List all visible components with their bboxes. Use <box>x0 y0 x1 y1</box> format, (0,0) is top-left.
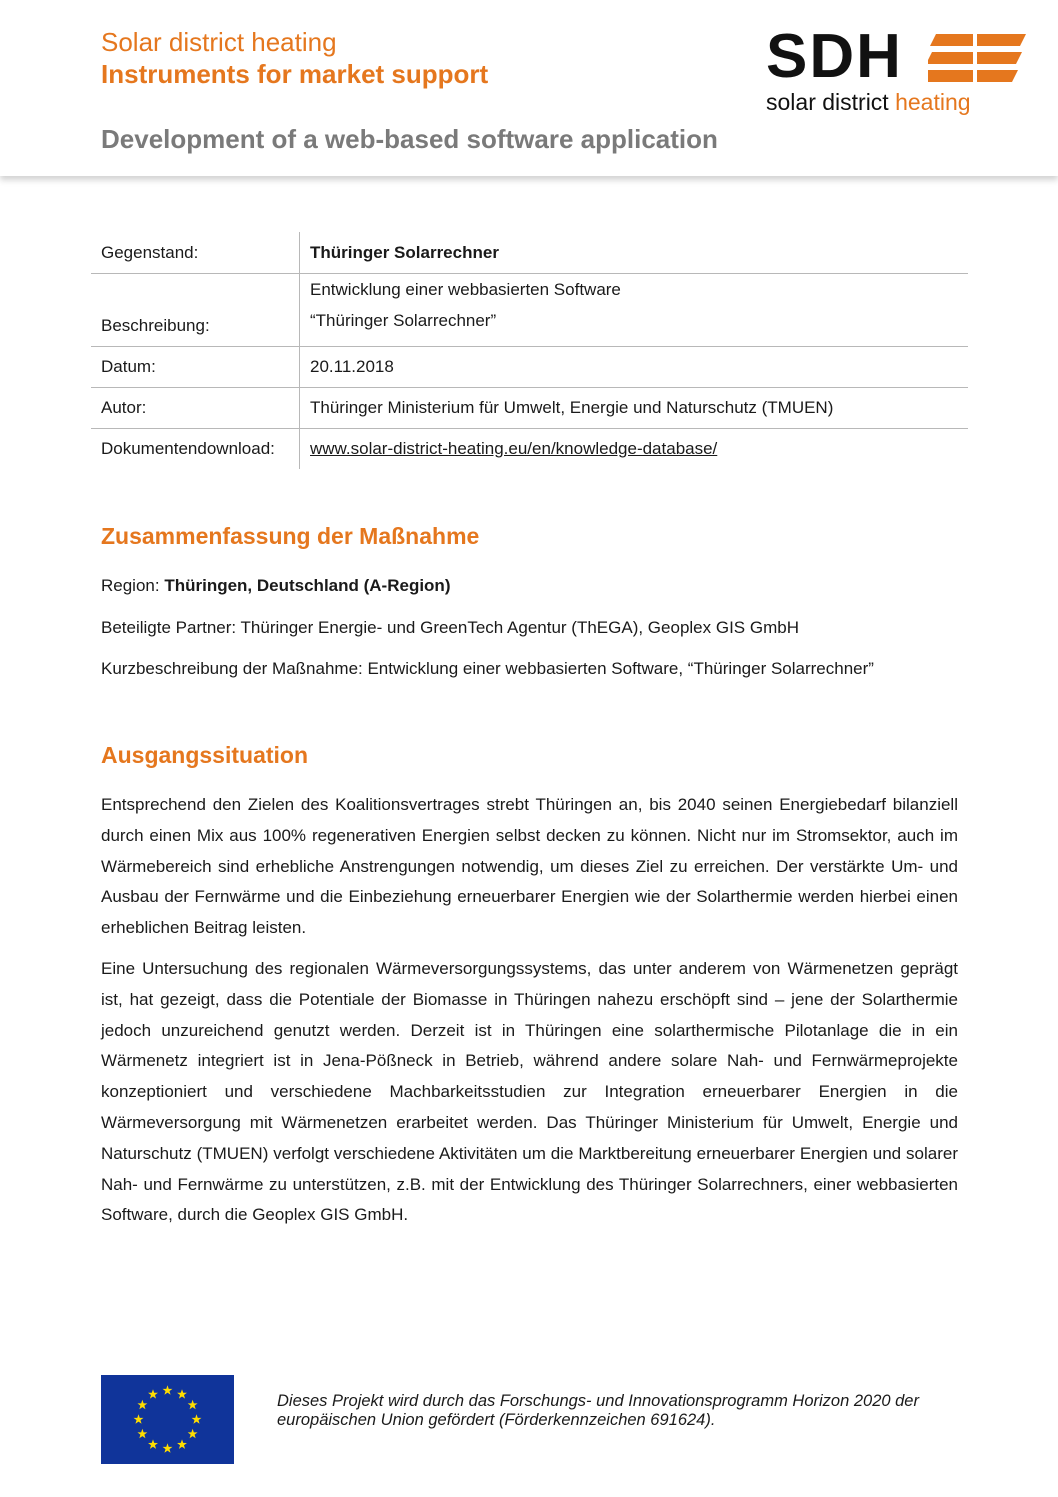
row-value-datum: 20.11.2018 <box>300 346 969 387</box>
beschreibung-line-2: “Thüringer Solarrechner” <box>310 310 497 330</box>
summary-region <box>101 575 450 597</box>
summary-partners: Beteiligte Partner: Thüringer Energie- und GreenTech Agentur (ThEGA), Geoplex GIS GmbH <box>101 618 799 637</box>
situation-paragraph-2: Eine Untersuchung des regionalen Wärmeversorgungssystems, das unter anderem von Wärmenetzen geprägt ist, hat gezeigt, dass die Potentiale der Biomasse in Thüringen nahezu erschöpft sind – jene der Solarthermie jedoch unzureichend genutzt werden. Derzeit ist in Thüringen eine solarthermische Pilotanlage die in ein Wärmenetz integriert ist in Jena-Pößneck in Betrieb, während andere solare Nah- und Fernwärmeprojekte konzeptioniert und verschiedene Machbarkeitsstudien zur Integration erneuerbarer Energien in die Wärmeversorgung mit Wärmenetzen erarbeitet werden. Das Thüringer Ministerium für Umwelt, Energie und Naturschutz (TMUEN) verfolgt verschiedene Aktivitäten um die Marktbereitung erneuerbarer Energien und solarer Nah- und Fernwärme zu unterstützen, z.B. mit der Entwicklung des Thüringer Solarrechners, einer webbasierten Software, durch die Geoplex GIS GmbH. <box>101 959 958 1225</box>
logo-bars-icon <box>928 34 1028 86</box>
table-row <box>91 273 968 346</box>
row-value-autor: Thüringer Ministerium für Umwelt, Energie und Naturschutz (TMUEN) <box>300 387 969 428</box>
logo-mark: SDH <box>766 22 903 91</box>
logo-tagline-part1: solar district <box>766 89 896 115</box>
metadata-table <box>91 232 968 469</box>
table-row <box>91 387 968 428</box>
table-row <box>91 232 968 273</box>
sdh-logo <box>764 22 1026 120</box>
document-title: Development of a web-based software application <box>101 124 718 154</box>
row-label-datum: Datum: <box>91 346 300 387</box>
summary-heading: Zusammenfassung der Maßnahme <box>101 523 480 549</box>
table-row <box>91 428 968 469</box>
row-value-gegenstand: Thüringer Solarrechner <box>300 232 969 273</box>
table-row <box>91 346 968 387</box>
situation-heading: Ausgangssituation <box>101 742 309 768</box>
logo-tagline-accent: heating <box>895 89 971 115</box>
row-label-gegenstand: Gegenstand: <box>91 232 300 273</box>
series-subtitle: Instruments for market support <box>101 59 489 89</box>
logo-tagline <box>766 88 971 116</box>
eu-flag-icon <box>101 1375 234 1464</box>
row-label-autor: Autor: <box>91 387 300 428</box>
row-label-beschreibung: Beschreibung: <box>91 273 300 346</box>
download-link[interactable]: www.solar-district-heating.eu/en/knowledge-database/ <box>310 439 718 458</box>
situation-paragraph-1: Entsprechend den Zielen des Koalitionsvertrages strebt Thüringen an, bis 2040 seinen Energiebedarf bilanziell durch einen Mix aus 100% regenerativen Energien selbst decken zu können. Nicht nur im Stromsektor, auch im Wärmebereich sind erhebliche Anstrengungen notwendig, um dieses Ziel zu erreichen. Der verstärkte Um- und Ausbau der Fernwärme und die Einbeziehung erneuerbarer Energien wie der Solarthermie werden hierbei einen erheblichen Beitrag leisten. <box>101 795 958 938</box>
summary-short-description: Kurzbeschreibung der Maßnahme: Entwicklung einer webbasierten Software, “Thüringer Solarrechner” <box>101 659 874 678</box>
beschreibung-line-1: Entwicklung einer webbasierten Software <box>310 279 621 299</box>
row-value-download <box>300 428 969 469</box>
series-title: Solar district heating <box>101 27 337 57</box>
region-value: Thüringen, Deutschland (A-Region) <box>164 576 451 595</box>
region-label: Region: <box>101 576 165 595</box>
funding-notice: Dieses Projekt wird durch das Forschungs- und Innovationsprogramm Horizon 2020 der europäischen Union gefördert (Förderkennzeichen 691624). <box>277 1392 919 1429</box>
row-label-download: Dokumentendownload: <box>91 428 300 469</box>
row-value-beschreibung <box>300 273 969 346</box>
